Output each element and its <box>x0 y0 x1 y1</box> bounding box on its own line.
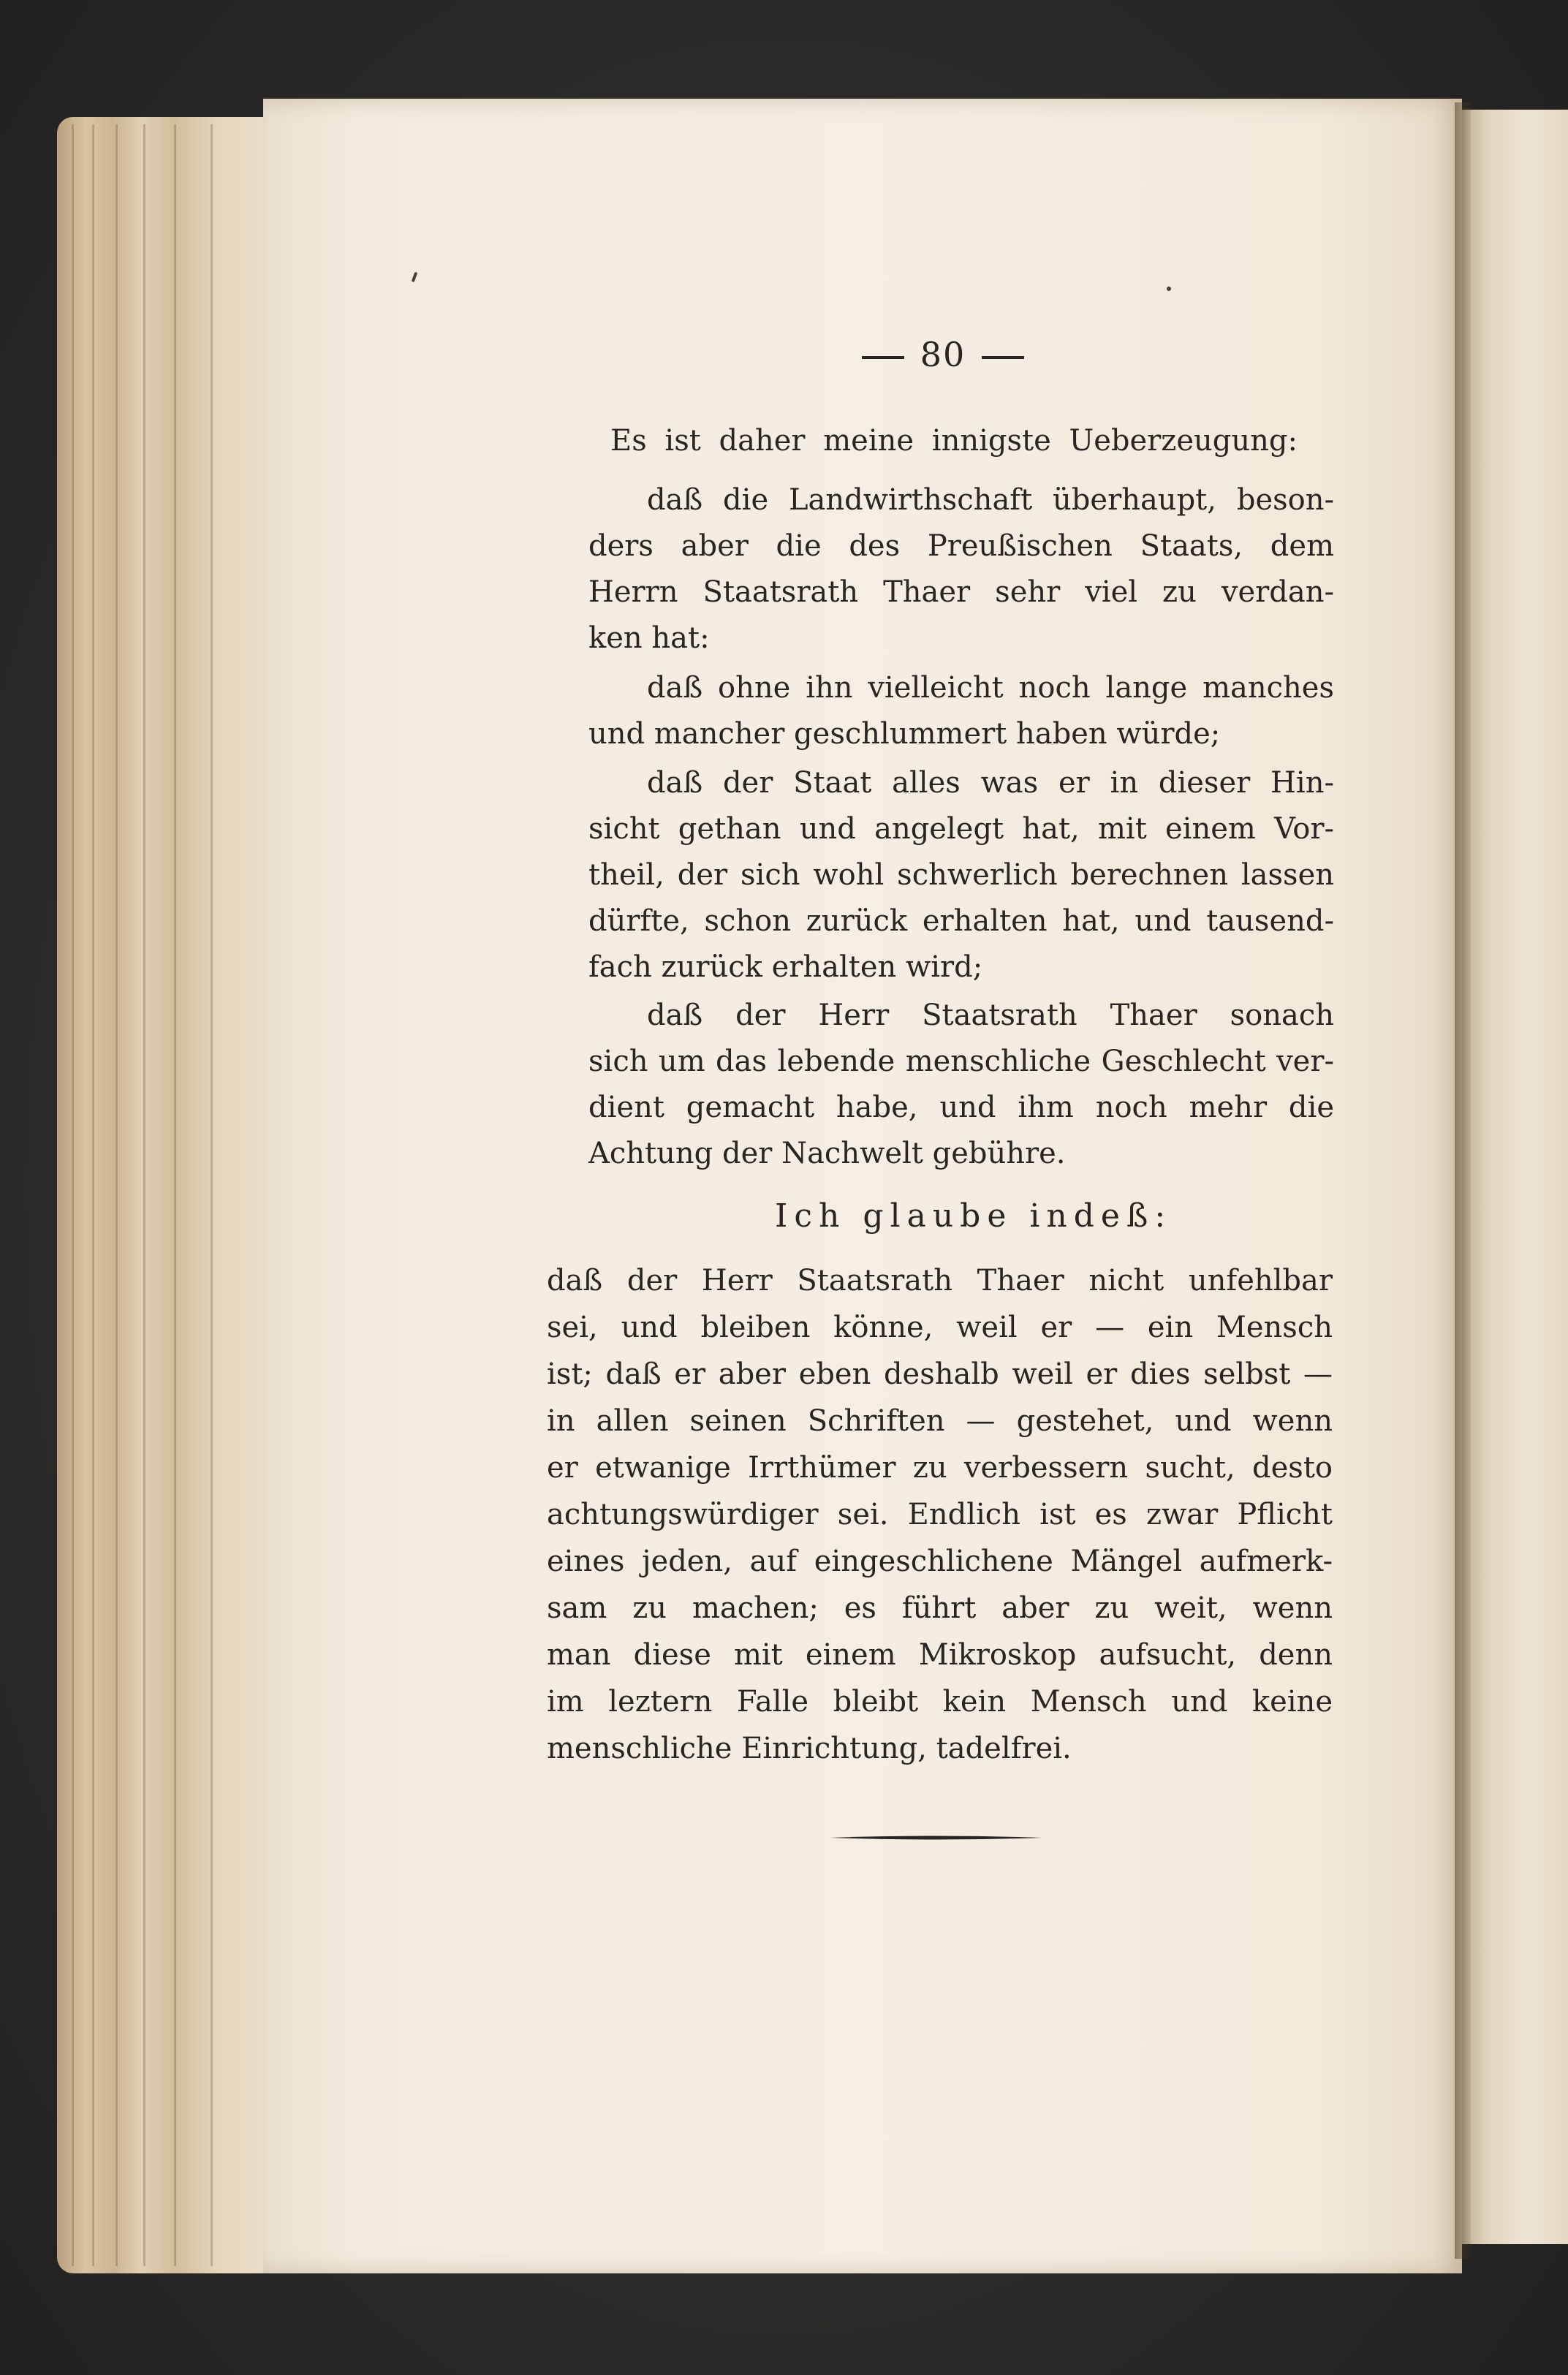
text-line: ist; daß er aber eben deshalb weil er dies selbst — <box>547 1357 1333 1391</box>
final-paragraph <box>547 1257 1333 1772</box>
page-number <box>815 335 1071 374</box>
text-line: daß der Staat alles was er in dieser Hin- <box>647 766 1334 800</box>
page-edge-line <box>211 124 213 2266</box>
text-line: und mancher geschlummert haben würde; <box>588 717 1221 751</box>
text-line: ken hat: <box>588 621 710 655</box>
text-line: daß der Herr Staatsrath Thaer sonach <box>647 999 1334 1032</box>
text-line: er etwanige Irrthümer zu verbessern sucht, desto <box>547 1451 1333 1485</box>
page-edge-line <box>92 124 94 2266</box>
page-number-value: 80 <box>920 335 966 374</box>
page-number-dash <box>982 356 1024 359</box>
paragraph-2 <box>588 665 1334 757</box>
facing-page <box>1462 110 1568 2244</box>
text-line: daß der Herr Staatsrath Thaer nicht unfehlbar <box>547 1264 1333 1298</box>
page-edge-line <box>143 124 145 2266</box>
text-line: in allen seinen Schriften — gestehet, und wenn <box>547 1404 1333 1438</box>
text-line: Herrn Staatsrath Thaer sehr viel zu verdan- <box>588 575 1334 609</box>
text-line: daß die Landwirthschaft überhaupt, beson- <box>647 483 1334 517</box>
text-line: sei, und bleiben könne, weil er — ein Mensch <box>547 1311 1333 1344</box>
text-line: fach zurück erhalten wird; <box>588 950 983 984</box>
page-edges <box>57 117 291 2273</box>
lead-sentence: Es ist daher meine innigste Ueberzeugung: <box>610 424 1298 458</box>
text-line: eines jeden, auf eingeschlichene Mängel aufmerk- <box>547 1545 1333 1578</box>
text-line: man diese mit einem Mikroskop aufsucht, denn <box>547 1638 1333 1672</box>
text-line: sicht gethan und angelegt hat, mit einem Vor- <box>588 812 1334 846</box>
page-edge-line <box>72 124 74 2266</box>
text-line: ders aber die des Preußischen Staats, dem <box>588 529 1334 563</box>
end-ornament-rule <box>830 1833 1042 1842</box>
text-line: Achtung der Nachwelt gebühre. <box>588 1137 1066 1170</box>
paragraph-3 <box>588 760 1334 990</box>
page-number-dash <box>862 356 904 359</box>
text-line: sam zu machen; es führt aber zu weit, wenn <box>547 1591 1333 1625</box>
ornament-swell <box>830 1836 1042 1840</box>
text-line: im leztern Falle bleibt kein Mensch und keine <box>547 1685 1333 1719</box>
page-gutter <box>1455 102 1471 2259</box>
text-line: dient gemacht habe, und ihm noch mehr die <box>588 1091 1334 1124</box>
paragraph-4 <box>588 993 1334 1177</box>
text-line: dürfte, schon zurück erhalten hat, und tausend- <box>588 904 1334 938</box>
text-line: achtungswürdiger sei. Endlich ist es zwar Pflicht <box>547 1498 1333 1531</box>
text-line: theil, der sich wohl schwerlich berechnen lassen <box>588 858 1334 892</box>
page-edge-line <box>174 124 176 2266</box>
text-line: sich um das lebende menschliche Geschlecht ver- <box>588 1045 1334 1078</box>
text-line: menschliche Einrichtung, tadelfrei. <box>547 1732 1072 1765</box>
paragraph-1 <box>588 477 1334 662</box>
page-edge-line <box>115 124 118 2266</box>
text-line: daß ohne ihn vielleicht noch lange manches <box>647 671 1334 705</box>
section-heading: Ich glaube indeß: <box>775 1197 1173 1235</box>
ink-speck <box>1167 287 1171 291</box>
